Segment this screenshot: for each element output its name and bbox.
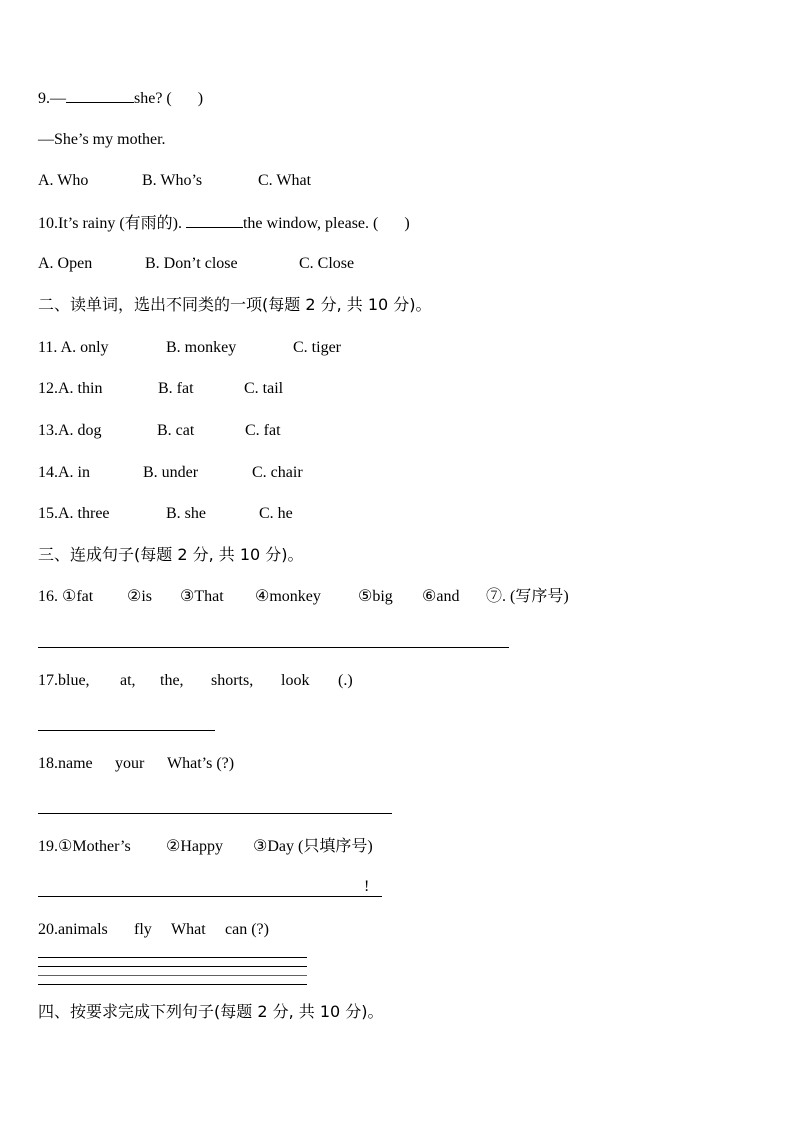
q14-option-b: B. under	[143, 464, 199, 481]
q9-option-c: C. What	[258, 172, 312, 189]
q17-answer-line[interactable]	[38, 730, 215, 731]
q9-option-a: A. Who	[38, 172, 89, 189]
q9-option-b: B. Who’s	[142, 172, 203, 189]
q10-prefix: 10.It’s rainy (有雨的).	[38, 215, 186, 232]
q18-word-2: your	[115, 755, 145, 772]
q19-exclamation: !	[364, 878, 370, 895]
q9-options	[38, 171, 311, 191]
q17-word-3: the,	[160, 672, 184, 689]
q20-writing-line-2[interactable]	[38, 966, 307, 967]
q9-blank[interactable]	[66, 88, 134, 103]
q19-answer-line[interactable]	[38, 896, 382, 897]
q14-options	[38, 463, 303, 483]
q18-words	[38, 754, 234, 774]
q9-question	[38, 88, 203, 109]
q18-word-1: 18.name	[38, 755, 93, 772]
q15-options	[38, 504, 293, 524]
q17-word-4: shorts,	[211, 672, 254, 689]
q17-word-2: at,	[120, 672, 136, 689]
q16-words	[38, 587, 569, 607]
q11-option-a: 11. A. only	[38, 339, 109, 356]
q13-option-b: B. cat	[157, 422, 195, 439]
q17-word-6: (.)	[338, 672, 353, 689]
q11-options	[38, 338, 341, 358]
q18-answer-line[interactable]	[38, 813, 392, 814]
q13-option-a: 13.A. dog	[38, 422, 102, 439]
q10-option-a: A. Open	[38, 255, 93, 272]
q18-word-3: What’s (?)	[167, 755, 235, 772]
q20-writing-line-3[interactable]	[38, 975, 307, 976]
q19-words	[38, 837, 373, 857]
q10-question	[38, 213, 410, 234]
q12-option-a: 12.A. thin	[38, 380, 103, 397]
q10-blank[interactable]	[186, 213, 243, 228]
q10-option-b: B. Don’t close	[145, 255, 238, 272]
q10-suffix: the window, please. (	[242, 215, 379, 232]
q16-word-3: ③That	[180, 588, 224, 605]
q20-word-2: fly	[134, 921, 152, 938]
q10-close-paren: )	[404, 215, 410, 232]
section-2-title: 二、读单词，选出不同类的一项(每题 2 分, 共 10 分)。	[38, 295, 432, 314]
q12-option-b: B. fat	[158, 380, 194, 397]
q17-words	[38, 671, 353, 691]
q13-option-c: C. fat	[245, 422, 281, 439]
q11-option-b: B. monkey	[166, 339, 237, 356]
q16-word-2: ②is	[127, 588, 153, 605]
q9-answer-line: —She’s my mother.	[38, 131, 166, 148]
q20-word-3: What	[171, 921, 206, 938]
q14-option-c: C. chair	[252, 464, 303, 481]
q12-options	[38, 379, 283, 399]
q19-word-1: 19.①Mother’s	[38, 838, 131, 855]
q16-word-7: ⑦. (写序号)	[486, 588, 569, 605]
q11-option-c: C. tiger	[293, 339, 341, 356]
section-3-title: 三、连成句子(每题 2 分, 共 10 分)。	[38, 545, 304, 564]
q15-option-c: C. he	[259, 505, 293, 522]
q14-option-a: 14.A. in	[38, 464, 90, 481]
q15-option-a: 15.A. three	[38, 505, 110, 522]
q20-word-4: can (?)	[225, 921, 269, 938]
q20-word-1: 20.animals	[38, 921, 108, 938]
q20-writing-line-1[interactable]	[38, 957, 307, 958]
q9-prefix: 9.—	[38, 90, 66, 107]
q16-word-5: ⑤big	[358, 588, 393, 605]
q20-writing-line-4[interactable]	[38, 984, 307, 985]
q10-options	[38, 254, 354, 274]
q13-options	[38, 421, 281, 441]
q19-word-2: ②Happy	[166, 838, 223, 855]
q9-suffix: she? (	[134, 90, 172, 107]
q17-word-5: look	[281, 672, 310, 689]
q16-word-6: ⑥and	[422, 588, 460, 605]
q9-close-paren: )	[197, 90, 204, 107]
q17-word-1: 17.blue,	[38, 672, 90, 689]
q15-option-b: B. she	[166, 505, 206, 522]
q10-option-c: C. Close	[299, 255, 355, 272]
q16-answer-line[interactable]	[38, 647, 509, 648]
q12-option-c: C. tail	[244, 380, 284, 397]
section-4-title: 四、按要求完成下列句子(每题 2 分, 共 10 分)。	[38, 1002, 384, 1021]
q20-words	[38, 920, 269, 940]
q16-word-1: 16. ①fat	[38, 588, 94, 605]
q16-word-4: ④monkey	[255, 588, 321, 605]
q19-word-3: ③Day (只填序号)	[253, 838, 373, 855]
